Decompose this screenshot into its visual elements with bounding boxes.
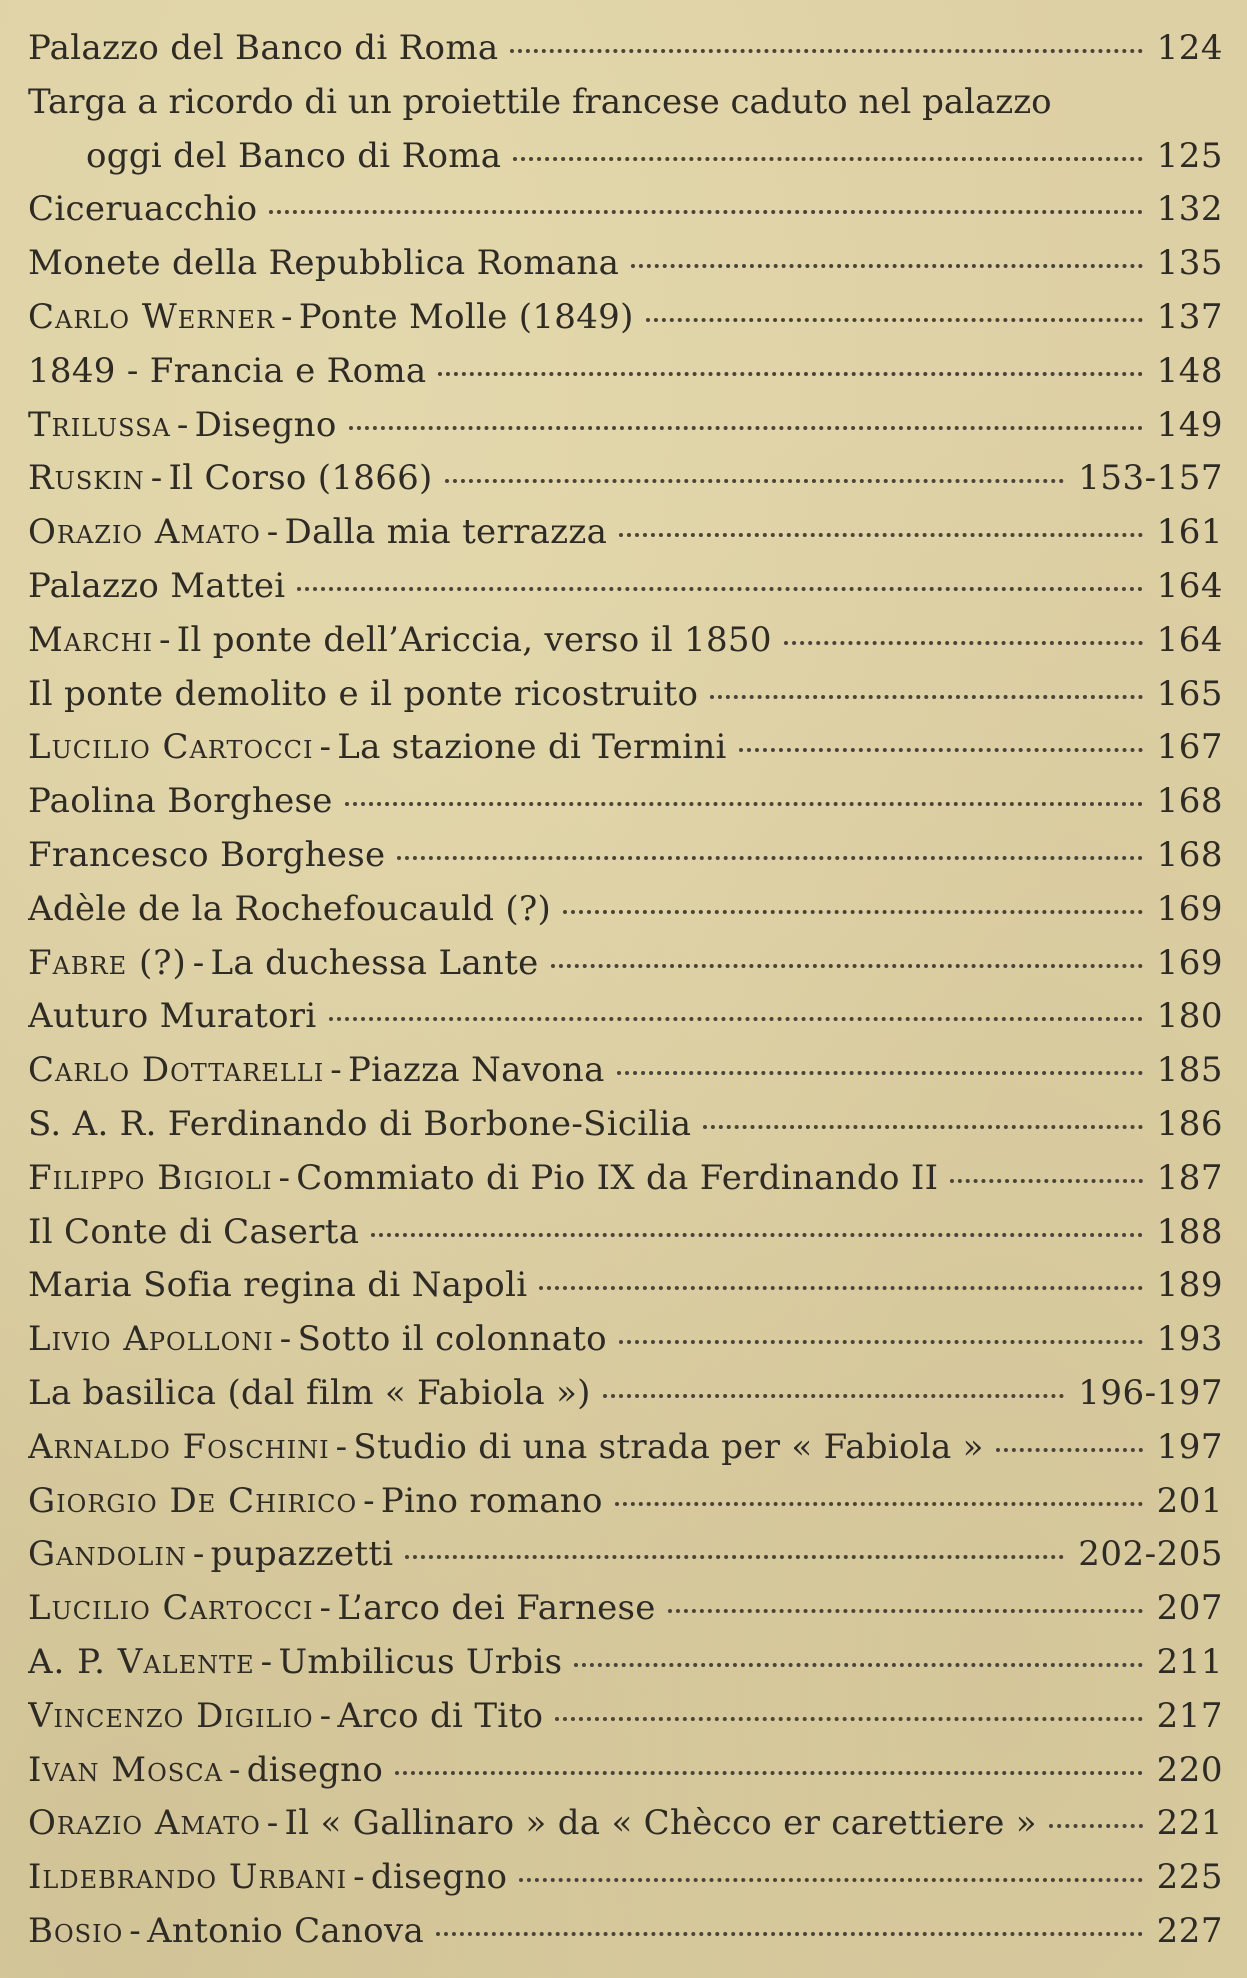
entry-separator: - xyxy=(129,1910,142,1951)
index-entry xyxy=(28,1313,1223,1367)
entry-artist: Marchi xyxy=(28,619,153,660)
entry-separator: - xyxy=(159,619,171,660)
entry-title: disegno xyxy=(246,1749,384,1790)
index-entry xyxy=(28,345,1223,399)
entry-artist: Bosio xyxy=(28,1910,124,1951)
entry-page-number: 169 xyxy=(1156,942,1223,983)
index-entry xyxy=(28,721,1223,775)
illustrations-index xyxy=(28,22,1223,1959)
entry-line xyxy=(28,1690,1223,1744)
index-entry xyxy=(28,1206,1223,1260)
entry-line xyxy=(28,1152,1223,1206)
entry-line xyxy=(28,883,1223,937)
entry-separator: - xyxy=(266,1803,279,1844)
entry-line xyxy=(28,1098,1223,1152)
index-entry xyxy=(28,452,1223,506)
entry-page-number: 167 xyxy=(1156,727,1223,768)
dot-leader xyxy=(1049,1824,1143,1828)
entry-line xyxy=(28,721,1223,775)
entry-line xyxy=(28,1636,1223,1690)
entry-page-number: 217 xyxy=(1156,1695,1223,1736)
entry-title: La stazione di Termini xyxy=(337,727,727,768)
entry-artist: Carlo Dottarelli xyxy=(28,1050,325,1091)
entry-line xyxy=(28,1528,1223,1582)
index-entry xyxy=(28,1044,1223,1098)
index-entry xyxy=(28,1475,1223,1529)
dot-leader xyxy=(703,1125,1142,1129)
entry-caption xyxy=(28,1206,359,1260)
entry-line xyxy=(28,345,1223,399)
entry-separator: - xyxy=(192,1534,205,1575)
entry-caption xyxy=(28,1044,605,1098)
entry-line xyxy=(28,506,1223,560)
dot-leader xyxy=(371,1233,1142,1237)
entry-caption xyxy=(28,345,426,399)
dot-leader xyxy=(329,1017,1143,1021)
dot-leader xyxy=(510,49,1142,53)
dot-leader xyxy=(513,157,1142,161)
entry-line xyxy=(28,183,1223,237)
entry-caption xyxy=(28,291,634,345)
index-entry xyxy=(28,1797,1223,1851)
entry-title: Il Corso (1866) xyxy=(168,458,433,499)
entry-page-number: 164 xyxy=(1156,619,1223,660)
entry-continuation xyxy=(28,130,1223,184)
entry-separator: - xyxy=(280,296,293,337)
entry-line xyxy=(28,22,1223,76)
dot-leader xyxy=(563,910,1143,914)
index-entry xyxy=(28,1905,1223,1959)
entry-title: Maria Sofia regina di Napoli xyxy=(28,1265,528,1306)
entry-line xyxy=(28,937,1223,991)
entry-page-number: 189 xyxy=(1156,1265,1223,1306)
entry-line xyxy=(28,1367,1223,1421)
entry-caption xyxy=(28,1259,527,1313)
entry-artist: Orazio Amato xyxy=(28,1803,261,1844)
entry-artist: Fabre (?) xyxy=(28,942,187,983)
index-entry xyxy=(28,1690,1223,1744)
entry-page-number: 168 xyxy=(1156,781,1223,822)
entry-separator: - xyxy=(192,942,205,983)
dot-leader xyxy=(395,1771,1142,1775)
entry-page-number: 135 xyxy=(1156,243,1223,284)
entry-title: Studio di una strada per « Fabiola » xyxy=(353,1426,984,1467)
entry-page-number: 124 xyxy=(1156,28,1223,68)
dot-leader xyxy=(405,1555,1064,1559)
index-entry xyxy=(28,291,1223,345)
entry-line xyxy=(28,1044,1223,1098)
dot-leader xyxy=(996,1448,1143,1452)
entry-page-number: 227 xyxy=(1156,1910,1223,1951)
dot-leader xyxy=(619,533,1142,537)
entry-caption xyxy=(28,937,539,991)
entry-caption xyxy=(28,560,285,614)
entry-caption xyxy=(28,1098,691,1152)
entry-title: Paolina Borghese xyxy=(28,781,333,822)
entry-title: S. A. R. Ferdinando di Borbone-Sicilia xyxy=(28,1103,692,1144)
index-entry xyxy=(28,937,1223,991)
entry-title: Ponte Molle (1849) xyxy=(298,296,634,337)
entry-page-number: 196-197 xyxy=(1078,1372,1223,1413)
entry-page-number: 165 xyxy=(1156,673,1223,714)
entry-title: Francesco Borghese xyxy=(28,834,386,875)
entry-separator: - xyxy=(319,727,332,768)
entry-title: L’arco dei Farnese xyxy=(337,1588,656,1629)
index-entry xyxy=(28,560,1223,614)
index-entry xyxy=(28,22,1223,76)
entry-caption xyxy=(28,1582,656,1636)
entry-caption xyxy=(28,990,317,1044)
dot-leader xyxy=(739,748,1143,752)
entry-separator: - xyxy=(353,1857,365,1898)
entry-title: Palazzo Mattei xyxy=(28,565,286,606)
dot-leader xyxy=(668,1609,1143,1613)
entry-separator: - xyxy=(363,1480,375,1521)
index-entry xyxy=(28,506,1223,560)
dot-leader xyxy=(784,641,1143,645)
entry-page-number: 201 xyxy=(1156,1480,1223,1521)
entry-caption xyxy=(28,1421,984,1475)
entry-caption xyxy=(28,1690,543,1744)
entry-separator: - xyxy=(278,1157,291,1198)
entry-page-number: 169 xyxy=(1156,888,1223,929)
entry-page-number: 149 xyxy=(1156,404,1223,445)
entry-title: Arco di Tito xyxy=(337,1695,544,1736)
entry-artist: Gandolin xyxy=(28,1534,187,1575)
entry-artist: Ruskin xyxy=(28,458,145,499)
index-entry xyxy=(28,1098,1223,1152)
entry-caption xyxy=(28,829,385,883)
entry-line xyxy=(28,1475,1223,1529)
entry-artist: Livio Apolloni xyxy=(28,1319,274,1360)
entry-caption xyxy=(28,1636,562,1690)
entry-line xyxy=(28,291,1223,345)
entry-page-number: 220 xyxy=(1156,1749,1223,1790)
entry-caption xyxy=(28,1744,383,1798)
entry-title: Ciceruacchio xyxy=(28,189,258,230)
entry-artist: Vincenzo Digilio xyxy=(28,1695,314,1736)
entry-page-number: 186 xyxy=(1156,1103,1223,1144)
entry-separator: - xyxy=(319,1588,332,1629)
dot-leader xyxy=(539,1286,1142,1290)
entry-page-number: 153-157 xyxy=(1078,458,1223,499)
entry-title: Palazzo del Banco di Roma xyxy=(28,28,499,68)
dot-leader xyxy=(397,856,1142,860)
index-entry xyxy=(28,76,1223,184)
entry-caption xyxy=(28,1313,607,1367)
entry-artist: Giorgio De Chirico xyxy=(28,1480,358,1521)
dot-leader xyxy=(617,1071,1143,1075)
entry-title: disegno xyxy=(370,1857,508,1898)
entry-page-number: 225 xyxy=(1156,1857,1223,1898)
index-entry xyxy=(28,1636,1223,1690)
entry-caption xyxy=(28,1475,603,1529)
entry-page-number: 185 xyxy=(1156,1050,1223,1091)
entry-line xyxy=(28,1206,1223,1260)
entry-title: Pino romano xyxy=(380,1480,603,1521)
index-entry xyxy=(28,183,1223,237)
entry-caption xyxy=(28,452,433,506)
entry-separator: - xyxy=(319,1695,332,1736)
entry-title: 1849 - Francia e Roma xyxy=(28,350,427,391)
dot-leader xyxy=(950,1179,1142,1183)
index-entry xyxy=(28,775,1223,829)
entry-line xyxy=(28,1582,1223,1636)
entry-separator: - xyxy=(228,1749,241,1790)
entry-caption xyxy=(28,1797,1037,1851)
dot-leader xyxy=(646,318,1143,322)
entry-caption xyxy=(28,883,551,937)
entry-line xyxy=(28,452,1223,506)
entry-line xyxy=(28,1797,1223,1851)
entry-artist: Trilussa xyxy=(28,404,171,445)
entry-title: Piazza Navona xyxy=(348,1050,605,1091)
entry-title: Il ponte dell’Ariccia, verso il 1850 xyxy=(176,619,772,660)
entry-caption xyxy=(28,775,333,829)
entry-line xyxy=(28,1421,1223,1475)
index-entry xyxy=(28,1259,1223,1313)
index-entry xyxy=(28,1744,1223,1798)
dot-leader xyxy=(436,1932,1143,1936)
entry-page-number: 180 xyxy=(1156,996,1223,1037)
index-entry xyxy=(28,237,1223,291)
entry-page-number: 132 xyxy=(1156,189,1223,230)
entry-page-number: 168 xyxy=(1156,834,1223,875)
entry-artist: Arnaldo Foschini xyxy=(28,1426,330,1467)
entry-caption xyxy=(28,399,337,453)
entry-title: Antonio Canova xyxy=(147,1910,425,1951)
entry-title: pupazzetti xyxy=(210,1534,394,1575)
dot-leader xyxy=(438,372,1142,376)
dot-leader xyxy=(619,1340,1143,1344)
entry-caption xyxy=(28,721,727,775)
entry-title: Auturo Muratori xyxy=(28,996,317,1037)
entry-artist: Lucilio Cartocci xyxy=(28,1588,314,1629)
entry-page-number: 197 xyxy=(1156,1426,1223,1467)
index-entry xyxy=(28,668,1223,722)
dot-leader xyxy=(603,1394,1064,1398)
entry-caption xyxy=(28,183,257,237)
entry-title: La basilica (dal film « Fabiola ») xyxy=(28,1372,591,1413)
entry-page-number: 193 xyxy=(1156,1319,1223,1360)
entry-caption xyxy=(28,1367,591,1421)
index-entry xyxy=(28,829,1223,883)
entry-title: La duchessa Lante xyxy=(210,942,539,983)
entry-caption xyxy=(28,1528,393,1582)
index-entry xyxy=(28,1528,1223,1582)
entry-artist: Ivan Mosca xyxy=(28,1749,223,1790)
entry-line xyxy=(28,829,1223,883)
entry-artist: Ildebrando Urbani xyxy=(28,1857,348,1898)
index-entry xyxy=(28,1582,1223,1636)
entry-title: Sotto il colonnato xyxy=(297,1319,607,1360)
entry-line xyxy=(28,1905,1223,1959)
entry-page-number: 188 xyxy=(1156,1211,1223,1252)
entry-caption xyxy=(28,237,619,291)
dot-leader xyxy=(519,1878,1142,1882)
entry-title: Il ponte demolito e il ponte ricostruito xyxy=(28,673,699,714)
entry-page-number: 211 xyxy=(1156,1641,1223,1682)
dot-leader xyxy=(551,964,1143,968)
index-entry xyxy=(28,1421,1223,1475)
index-entry xyxy=(28,990,1223,1044)
entry-title-line2: oggi del Banco di Roma xyxy=(86,135,502,176)
entry-page-number: 202-205 xyxy=(1078,1534,1223,1575)
entry-line xyxy=(28,1744,1223,1798)
entry-caption xyxy=(28,1851,507,1905)
entry-title: Disegno xyxy=(194,404,337,445)
entry-line xyxy=(28,668,1223,722)
entry-separator: - xyxy=(260,1641,273,1682)
entry-line xyxy=(28,1259,1223,1313)
entry-page-number: 207 xyxy=(1156,1588,1223,1629)
entry-artist: Orazio Amato xyxy=(28,512,261,553)
dot-leader xyxy=(445,479,1065,483)
entry-caption xyxy=(28,1152,938,1206)
entry-title-line1: Targa a ricordo di un proiettile francese caduto nel palazzo xyxy=(28,81,1052,122)
dot-leader xyxy=(269,210,1142,214)
entry-page-number: 161 xyxy=(1156,512,1223,553)
index-entry xyxy=(28,614,1223,668)
entry-artist: Lucilio Cartocci xyxy=(28,727,314,768)
entry-page-number: 125 xyxy=(1156,135,1223,176)
dot-leader xyxy=(710,695,1142,699)
entry-line xyxy=(28,399,1223,453)
dot-leader xyxy=(555,1717,1142,1721)
entry-title: Il Conte di Caserta xyxy=(28,1211,360,1252)
entry-line xyxy=(28,1313,1223,1367)
index-entry xyxy=(28,399,1223,453)
entry-separator: - xyxy=(176,404,189,445)
entry-separator: - xyxy=(150,458,163,499)
entry-line xyxy=(28,1851,1223,1905)
entry-artist: Carlo Werner xyxy=(28,296,275,337)
entry-title: Adèle de la Rochefoucauld (?) xyxy=(28,888,552,929)
entry-line xyxy=(28,775,1223,829)
entry-separator: - xyxy=(279,1319,292,1360)
index-entry xyxy=(28,1367,1223,1421)
dot-leader xyxy=(349,426,1143,430)
dot-leader xyxy=(345,802,1143,806)
entry-title: Il « Gallinaro » da « Chècco er carettiere » xyxy=(284,1803,1037,1844)
entry-title: Monete della Repubblica Romana xyxy=(28,243,620,284)
entry-line xyxy=(28,237,1223,291)
entry-separator: - xyxy=(335,1426,348,1467)
entry-page-number: 164 xyxy=(1156,565,1223,606)
entry-line xyxy=(28,990,1223,1044)
entry-artist: Filippo Bigioli xyxy=(28,1157,273,1198)
dot-leader xyxy=(574,1663,1142,1667)
entry-line xyxy=(28,614,1223,668)
entry-separator: - xyxy=(266,512,279,553)
entry-caption xyxy=(28,506,607,560)
entry-line xyxy=(28,560,1223,614)
entry-title: Umbilicus Urbis xyxy=(278,1641,563,1682)
dot-leader xyxy=(297,587,1142,591)
index-entry xyxy=(28,1851,1223,1905)
index-entry xyxy=(28,883,1223,937)
entry-caption xyxy=(28,668,698,722)
entry-page-number: 221 xyxy=(1156,1803,1223,1844)
entry-caption xyxy=(28,614,772,668)
entry-title: Dalla mia terrazza xyxy=(284,512,608,553)
entry-caption xyxy=(28,1905,424,1959)
entry-page-number: 148 xyxy=(1156,350,1223,391)
entry-page-number: 137 xyxy=(1156,296,1223,337)
entry-page-number: 187 xyxy=(1156,1157,1223,1198)
index-entry xyxy=(28,1152,1223,1206)
dot-leader xyxy=(631,264,1142,268)
entry-separator: - xyxy=(330,1050,342,1091)
dot-leader xyxy=(615,1502,1143,1506)
entry-artist: A. P. Valente xyxy=(28,1641,255,1682)
entry-title: Commiato di Pio IX da Ferdinando II xyxy=(296,1157,939,1198)
entry-caption xyxy=(28,22,498,76)
